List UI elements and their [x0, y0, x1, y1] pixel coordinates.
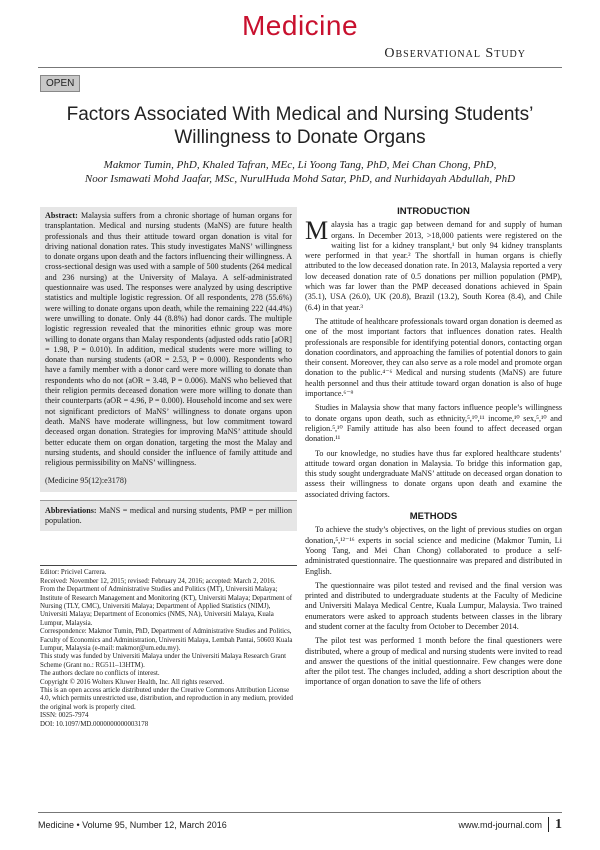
page-number: 1	[548, 817, 562, 832]
drop-cap: M	[305, 216, 329, 246]
open-access-badge: OPEN	[40, 75, 80, 92]
footer-rule	[38, 812, 562, 813]
intro-paragraph: Studies in Malaysia show that many factors influence people’s willingness to donate organs upon death, such as ethnicity,⁵,¹⁰,¹¹ income,¹⁰ sex,⁵,¹⁰ and religion.⁵,¹⁰ Family attitude has also been found to affect deceased organ donation.¹¹	[305, 403, 562, 444]
header-rule	[38, 67, 562, 68]
methods-paragraph: The pilot test was performed 1 month before the final questioners were distributed, where a group of medical and nursing students were invited to read and answer the questions of the initial questionnaire. Few changes were done after the pilot test. The changes included, adding a short description about the importance of organ donation to save the life of others	[305, 636, 562, 687]
authors-line-2: Noor Ismawati Mohd Jaafar, MSc, NurulHuda Mohd Satar, PhD, and Nurhidayah Abdullah, PhD	[84, 173, 516, 185]
front-matter-line: The authors declare no conflicts of interest.	[40, 670, 160, 678]
abbreviations-box	[40, 500, 297, 532]
abbreviations-label: Abbreviations:	[45, 505, 97, 515]
front-matter-line: From the Department of Administrative Studies and Politics (MT), Universiti Malaya; Institute of Research Management and Monitoring (KT), Universiti Malaya; Department of Nursing (TLY, CMC), Universiti Malaya; Department of Applied Statistics (NIMJ), Universiti Malaya; Department of Economics (NMS, NA), Universiti Malaya, Kuala Lumpur, Malaysia.	[40, 586, 293, 627]
authors-line-1: Makmor Tumin, PhD, Khaled Tafran, MEc, Li Yoong Tang, PhD, Mei Chan Chong, PhD,	[103, 159, 497, 171]
front-matter-line: This is an open access article distributed under the Creative Commons Attribution License 4.0, which permits unrestricted use, distribution, and reproduction in any medium, provided the original work is properly cited.	[40, 687, 293, 711]
abbreviations-text: MaNS = medical and nursing students, PMP = per million population.	[45, 505, 292, 526]
abstract-text: Malaysia suffers from a chronic shortage of human organs for transplantation. Medical and nursing students (MaNS) are future health professionals and thus their attitude toward organ donation is vital for driving national donation rates. This study investigates MaNS’ willingness to donate organs upon death and the factors influencing their willingness. A cross-sectional design was used with a sample of 500 students (264 medical and 236 nursing) at the University of Malaya. A self-administrated questionnaire was used. The responses were analyzed by using descriptive statistics and multiple logistic regression. Of all respondents, 278 (55.6%) were willing to donate organs upon death, while the remaining 222 (44.4%) were unwilling to donate. Only 44 (8.8%) had donor cards. The multiple logistic regression revealed that the minorities ethnic group was more willing to donate organs than Malay respondents (adjusted odds ratio [aOR] = 1.98, P = 0.010). In addition, medical students were more willing to donate than nursing students (aOR = 2.53, P = 0.000). Respondents who have a family member with a donor card were more willing to donate than respondents who do not (aOR = 3.48, P = 0.006). MaNS who believed that their religion permits deceased donation were more willing to donate than their counterparts (aOR = 4.96, P = 0.000). Household income and sex were not significant predictors of MaNS’ willingness to donate organs upon death. MaNS have moderate willingness, but low commitment toward deceased organ donation. Strategies for improving MaNS’ attitude should better educate them on organ donation, targeting the most the Malay and nursing students, and should consider the influence of family attitude and religious permissibility on MaNS’ willingness.	[45, 211, 292, 468]
intro-paragraph: To our knowledge, no studies have thus far explored healthcare students’ attitude toward organ donation in Malaysia. To bridge this information gap, this study sought undergraduate MaNS’ attitude on deceased organ donation to assess their willingness to donate organs upon death and examine the associated driving factors.	[305, 448, 562, 499]
citation: (Medicine 95(12):e3178)	[45, 476, 127, 486]
methods-paragraph: To achieve the study’s objectives, on the light of previous studies on organ donation,⁵,¹²⁻¹⁶ experts in social science and medicine (Makmor Tumin, Li Yoong Tang, and Mei Chan Chong) collaborated to produce a self-administrated questionnaire. The questionnaire was prepared and distributed in English.	[305, 525, 562, 576]
footer-journal-info: Medicine • Volume 95, Number 12, March 2016	[38, 820, 227, 830]
introduction-heading: INTRODUCTION	[397, 206, 470, 217]
front-matter-line: DOI: 10.1097/MD.0000000000003178	[40, 720, 149, 728]
footer-right	[458, 817, 562, 833]
author-list	[40, 158, 560, 186]
article-type: Observational Study	[384, 46, 526, 61]
journal-url-link[interactable]: www.md-journal.com	[458, 820, 542, 830]
intro-paragraph: The attitude of healthcare professionals toward organ donation is deemed as one of the most important factors that influences donation rates. Health professionals are responsible for identifying potential donors, contacting organ donation coordinators, and approaching the families of potential donors to gain their consent. Moreover, they can also serve as a role model and promote organ donation to the public.⁴⁻⁶ Medical and nursing students (MaNS) are future health personnel and thus their attitude toward organ donation is also of huge importance.⁶⁻⁹	[305, 316, 562, 399]
abstract-box	[40, 207, 297, 492]
article-title: Factors Associated With Medical and Nursing Students’ Willingness to Donate Organs	[66, 104, 534, 148]
left-column	[40, 207, 297, 729]
front-matter-line: ISSN: 0025-7974	[40, 712, 89, 720]
methods-paragraph: The questionnaire was pilot tested and revised and the final version was printed and distributed to undergraduate students at the Faculty of Medicine and Universiti Malaya Medical Centre, Kuala Lumpur, Malaysia. Two trained enumerators were asked to approach students between classes in the library and student corner at the faculty from October to December 2014.	[305, 580, 562, 631]
front-matter-line: This study was funded by Universiti Malaya under the Universiti Malaya Research Grant Scheme (Grant no.: RG511–13HTM).	[40, 653, 287, 669]
journal-logo: Medicine	[241, 10, 359, 41]
front-matter-line: Copyright © 2016 Wolters Kluwer Health, Inc. All rights reserved.	[40, 678, 225, 686]
abstract-label: Abstract:	[45, 211, 78, 220]
front-matter	[40, 565, 297, 729]
methods-heading: METHODS	[409, 511, 458, 523]
intro-paragraph: alaysia has a tragic gap between demand for and supply of human organs. In December 2013, >18,000 patients were registered on the waiting list for a kidney transplant,¹ but only 94 kidney transplants were performed in that year.² The shortfall in human organs is chiefly attributed to the low deceased donation rate. In 2013, Malaysia reported a very low deceased donation rate of 0.5 donations per million population (PMP), which was far lower than the PMP deceased donations achieved in Spain (35.1), USA (26.0), UK (20.8), Brazil (13.2), South Korea (8.4), and Chile (6.4) in that year.³	[305, 220, 562, 312]
right-column	[305, 207, 562, 692]
front-matter-line: Editor: Pricivel Carrera.	[40, 569, 107, 577]
front-matter-line: Correspondence: Makmor Tumin, PhD, Department of Administrative Studies and Politics, Faculty of Economics and Administration, Universiti Malaya, Lembah Pantai, 50603 Kuala Lumpur, Malaysia (e-mail: makmor@um.edu.my).	[40, 628, 293, 652]
front-matter-line: Received: November 12, 2015; revised: February 24, 2016; accepted: March 2, 2016.	[40, 577, 276, 585]
